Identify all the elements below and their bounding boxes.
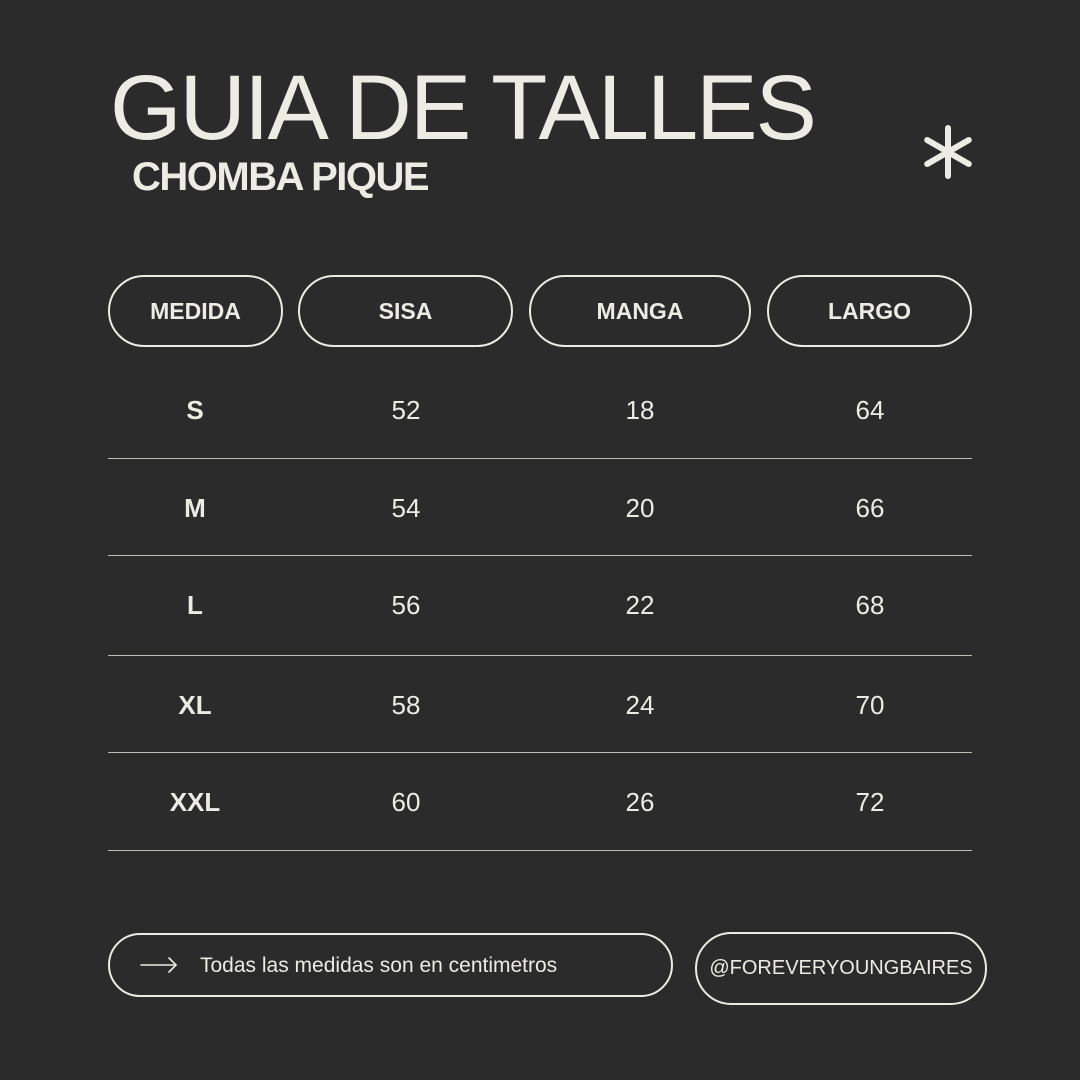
row-divider [108, 555, 972, 556]
row-divider [108, 752, 972, 753]
largo-cell: 64 [855, 395, 885, 425]
largo-cell: 68 [855, 590, 885, 620]
instagram-handle[interactable]: @FOREVERYOUNGBAIRES [695, 932, 987, 1005]
sisa-cell: 56 [391, 590, 421, 620]
column-header-medida: MEDIDA [108, 275, 283, 347]
asterisk-icon [918, 122, 978, 182]
manga-cell: 22 [625, 590, 655, 620]
size-cell: M [184, 493, 206, 523]
column-header-largo: LARGO [767, 275, 972, 347]
sisa-cell: 54 [391, 493, 421, 523]
largo-cell: 70 [855, 690, 885, 720]
sisa-cell: 52 [391, 395, 421, 425]
sisa-cell: 60 [391, 787, 421, 817]
measurement-note-text: Todas las medidas son en centimetros [200, 954, 558, 977]
sisa-cell: 58 [391, 690, 421, 720]
row-divider [108, 458, 972, 459]
size-cell: XXL [169, 787, 221, 817]
row-divider [108, 850, 972, 851]
size-cell: XL [178, 690, 212, 720]
manga-cell: 24 [625, 690, 655, 720]
row-divider [108, 655, 972, 656]
column-header-sisa: SISA [298, 275, 513, 347]
manga-cell: 26 [625, 787, 655, 817]
column-header-manga: MANGA [529, 275, 751, 347]
page-title: GUIA DE TALLES [110, 57, 815, 159]
page-subtitle: CHOMBA PIQUE [132, 155, 429, 199]
manga-cell: 18 [625, 395, 655, 425]
size-cell: S [186, 395, 204, 425]
largo-cell: 72 [855, 787, 885, 817]
measurement-note [108, 933, 673, 997]
manga-cell: 20 [625, 493, 655, 523]
largo-cell: 66 [855, 493, 885, 523]
size-cell: L [187, 590, 203, 620]
arrow-right-icon [140, 955, 178, 975]
